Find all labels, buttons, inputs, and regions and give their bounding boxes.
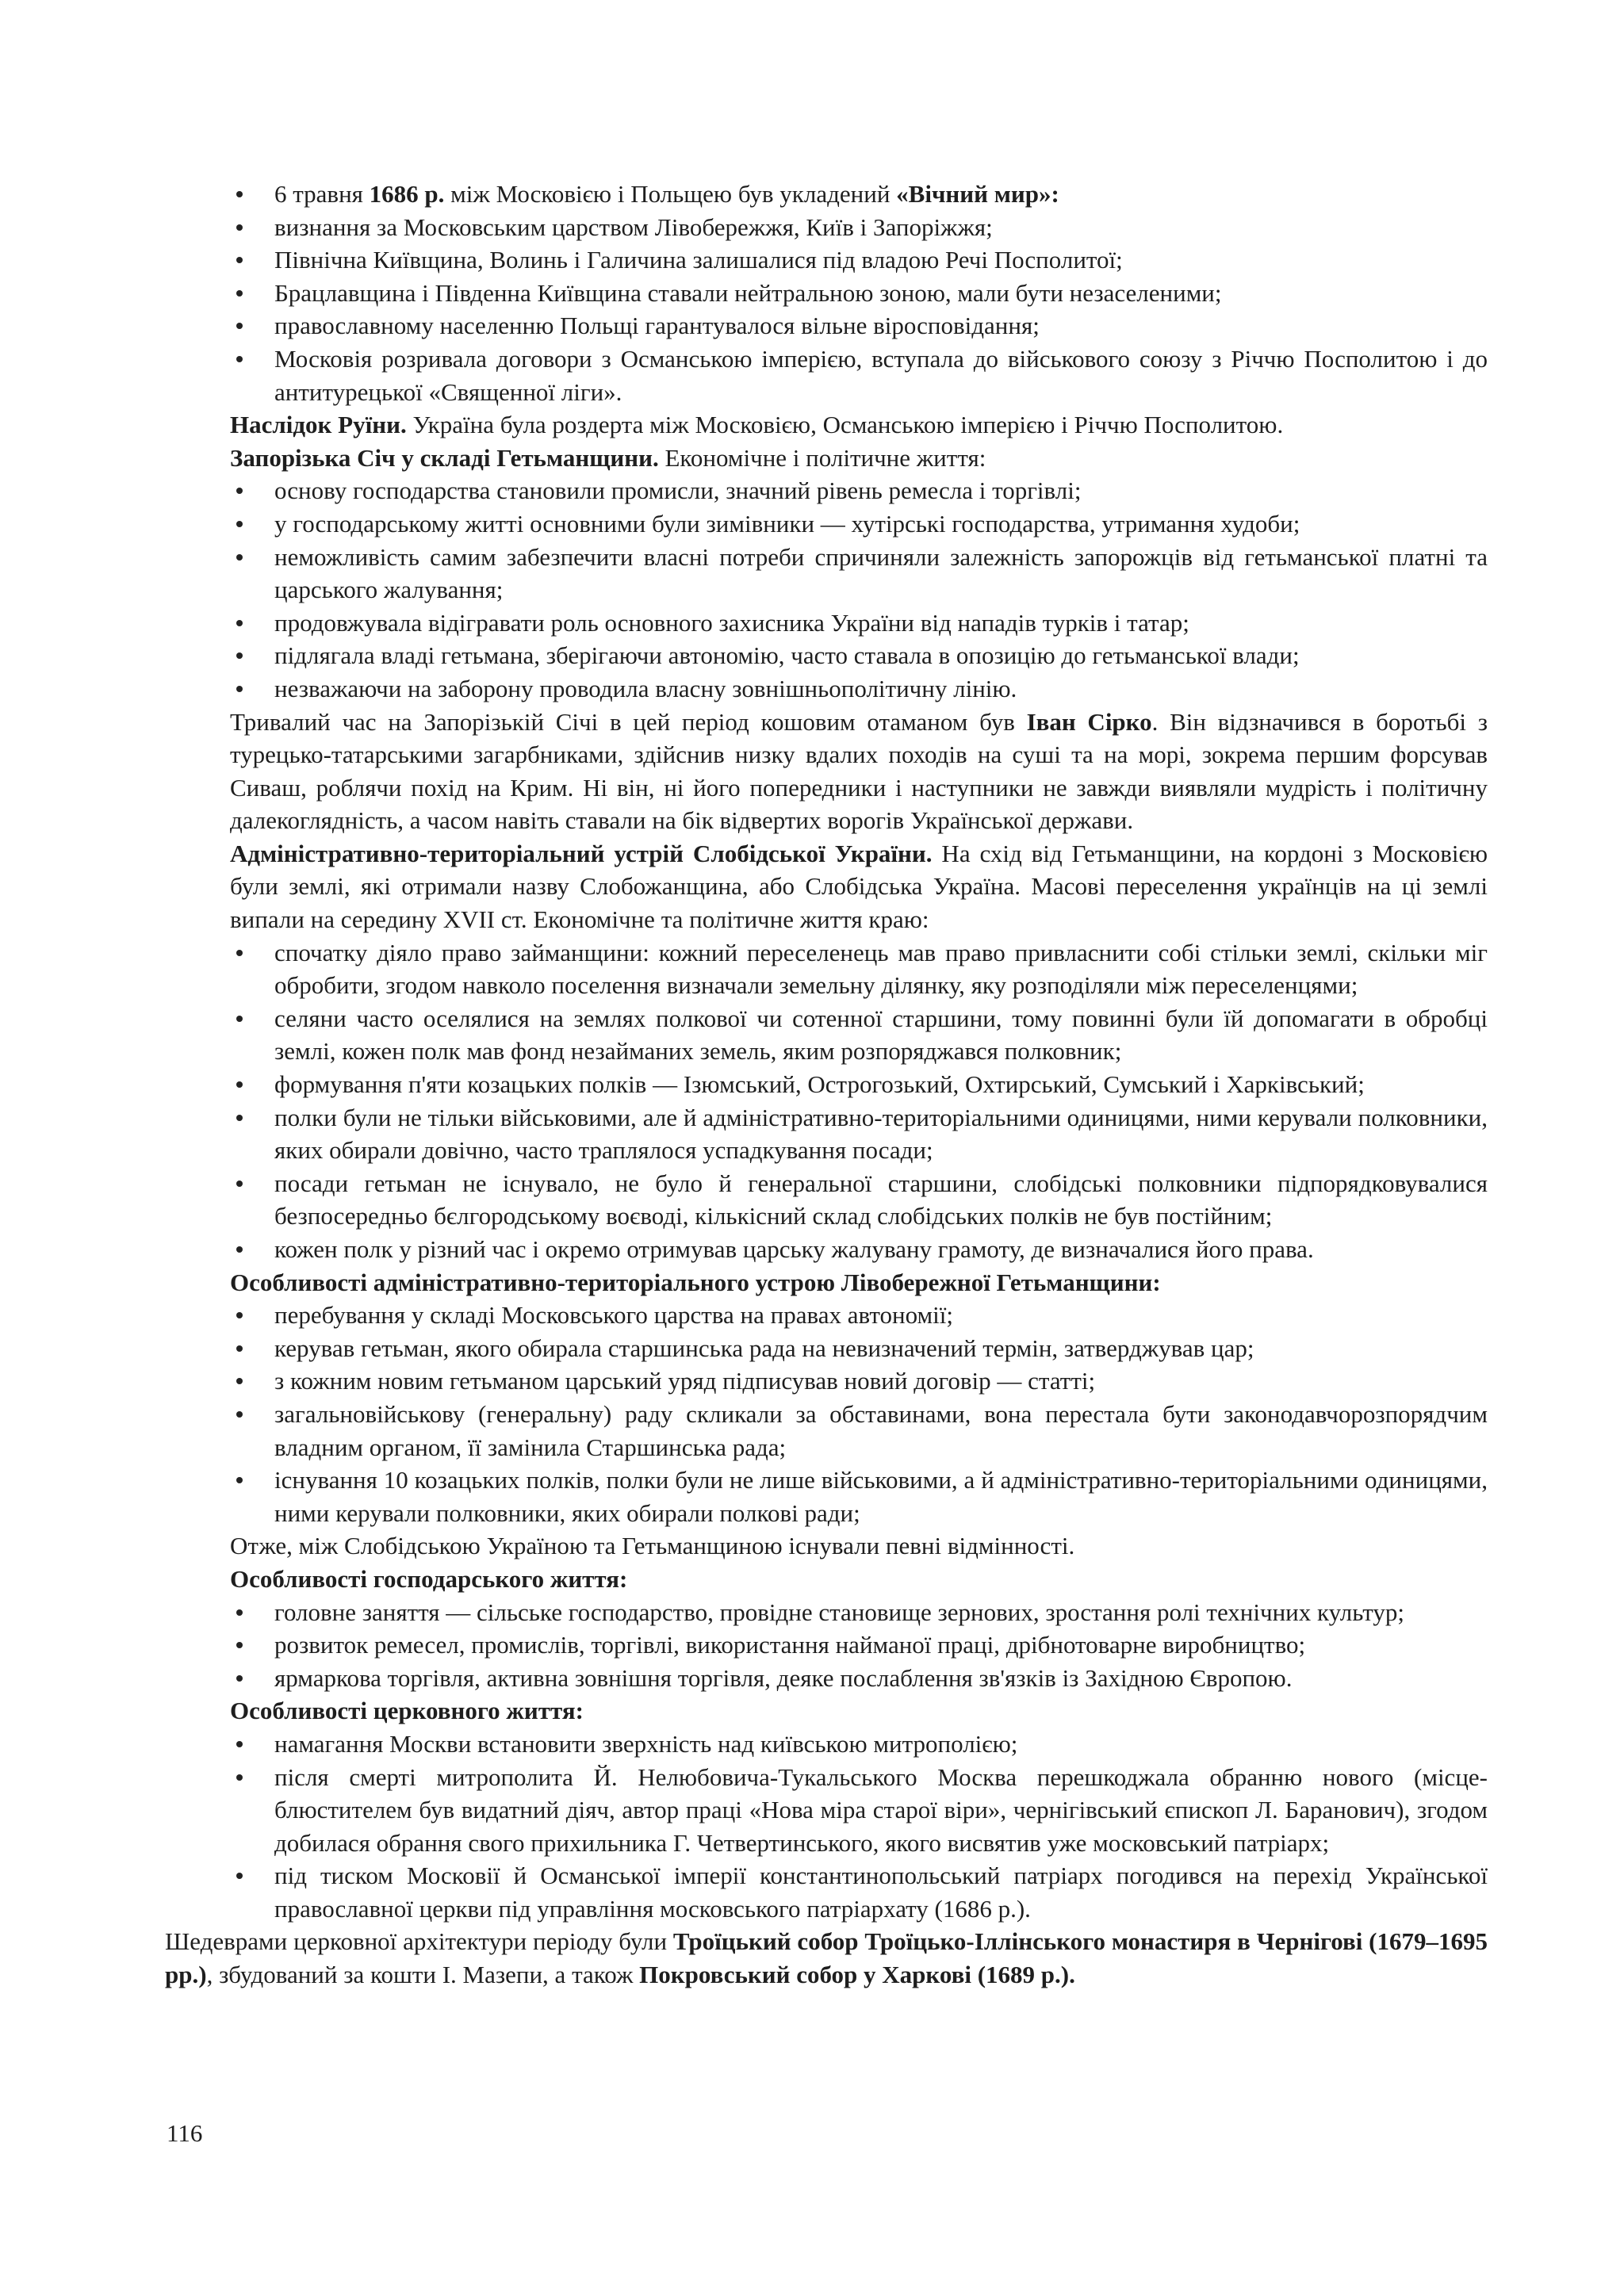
list-item: у господарському житті основними були зимівники — хутірські господарства, утримання худоби; — [230, 507, 1488, 541]
list-item: головне заняття — сільське господарство, провідне становище зернових, зростання ролі технічних культур; — [230, 1596, 1488, 1629]
list-item: підлягала владі гетьмана, зберігаючи автономію, часто ставала в опозицію до гетьманської влади; — [230, 639, 1488, 672]
list-item: керував гетьман, якого обирала старшинська рада на невизначений термін, затверджував цар; — [230, 1332, 1488, 1365]
list-item: існування 10 козацьких полків, полки були не лише військовими, а й адміністративно-територіальними одиницями, ними керували полковники, яких обирали полкові ради; — [230, 1464, 1488, 1529]
sloboda-paragraph: Адміністративно-територіальний устрій Слобідської України. На схід від Гетьманщини, на кордоні з Московією були землі, які отримали назву Слобожанщина, або Слобідська Україна. Масові переселення українців на ці землі випали на середину XVII ст. Економічне та політичне життя краю: — [230, 839, 1488, 934]
hetman-list — [230, 1299, 1488, 1529]
sloboda-list — [230, 936, 1488, 1266]
list-item: визнання за Московським царством Лівобережжя, Київ і Запоріжжя; — [230, 211, 1488, 244]
economy-list — [230, 1596, 1488, 1695]
list-item: неможливість самим забезпечити власні потреби спричиняли залежність запорожців від гетьманської платні та царського жалування; — [230, 541, 1488, 607]
list-item: формування п'яти козацьких полків — Ізюмський, Острогозький, Охтирський, Сумський і Харківський; — [230, 1068, 1488, 1101]
list-item: незважаючи на заборону проводила власну зовнішньополітичну лінію. — [230, 672, 1488, 706]
list-item: перебування у складі Московського царства на правах автономії; — [230, 1299, 1488, 1332]
list-item: Московія розривала договори з Османською імперією, вступала до військового союзу з Річчю Посполитою і до антитурецької «Священної ліги». — [230, 342, 1488, 408]
list-item: основу господарства становили промисли, значний рівень ремесла і торгівлі; — [230, 474, 1488, 507]
list-item: 6 травня 1686 р. між Московією і Польщею був укладений «Вічний мир»: — [230, 178, 1488, 211]
treaty-list — [230, 178, 1488, 408]
list-item: під тиском Московії й Османської імперії константинопольський патріарх погодився на перехід Української православної церкви під управління московського патріархату (1686 р.). — [230, 1859, 1488, 1925]
list-item: полки були не тільки військовими, але й адміністративно-територіальними одиницями, ними керували полковники, яких обирали довічно, часто траплялося успадкування посади; — [230, 1101, 1488, 1167]
ruin-paragraph: Наслідок Руїни. Україна була роздерта між Московією, Османською імперією і Річчю Посполитою. — [230, 411, 1284, 439]
church-list — [230, 1728, 1488, 1926]
page-number: 116 — [167, 2119, 203, 2147]
list-item: спочатку діяло право займанщини: кожний переселенець мав право привласнити собі стільки землі, скільки міг обробити, згодом навколо поселення визначали земельну ділянку, яку розподіляли між переселенцями; — [230, 936, 1488, 1002]
church-heading: Особливості церковного життя: — [230, 1697, 584, 1725]
list-item: після смерті митрополита Й. Нелюбовича-Тукальського Москва перешкоджала обранню нового (місце- блюстителем був видатний діяч, автор праці «Нова міра старої віри», чернігівський єпископ Л. Баранович), згодом добилася обрання свого прихильника Г. Четвертинського, якого висвятив уже московський патріарх; — [230, 1761, 1488, 1860]
sirko-paragraph: Тривалий час на Запорізькій Січі в цей період кошовим отаманом був Іван Сірко. Він відзначився в боротьбі з турецько-татарськими загарбниками, здійснив низку вдалих походів на суші та на морі, зокрема першим форсував Сиваш, роблячи похід на Крим. Ні він, ні його попередники і наступники не завжди виявляли мудрість і політичну далекоглядність, а часом навіть ставали на бік відвертих ворогів Української держави. — [230, 707, 1488, 835]
hetman-heading: Особливості адміністративно-територіального устрою Лівобережної Гетьманщини: — [230, 1268, 1161, 1296]
list-item: посади гетьман не існувало, не було й генеральної старшини, слобідські полковники підпорядковувалися безпосередньо бєлгородському воєводі, кількісний склад слобідських полків не був постійним; — [230, 1167, 1488, 1233]
sich-heading: Запорізька Січ у складі Гетьманщини. Економічне і політичне життя: — [230, 443, 986, 472]
list-item: продовжувала відігравати роль основного захисника України від нападів турків і татар; — [230, 607, 1488, 640]
architecture-paragraph: Шедеврами церковної архітектури періоду були Троїцький собор Троїцько-Іллінського монастиря в Чернігові (1679–1695 рр.), збудований за кошти І. Мазепи, а також Покровський собор у Харкові (1689 р.). — [165, 1927, 1488, 1989]
list-item: Брацлавщина і Південна Київщина ставали нейтральною зоною, мали бути незаселеними; — [230, 277, 1488, 310]
list-item: намагання Москви встановити зверхність над київською митрополією; — [230, 1728, 1488, 1761]
list-item: розвиток ремесел, промислів, торгівлі, використання найманої праці, дрібнотоварне виробництво; — [230, 1628, 1488, 1662]
list-item: православному населенню Польщі гарантувалося вільне віросповідання; — [230, 309, 1488, 342]
list-item: з кожним новим гетьманом царський уряд підписував новий договір — статті; — [230, 1364, 1488, 1398]
list-item: кожен полк у різний час і окремо отримував царську жалувану грамоту, де визначалися його права. — [230, 1233, 1488, 1266]
sich-list — [230, 474, 1488, 705]
list-item: селяни часто оселялися на землях полкової чи сотенної старшини, тому повинні були їй допомагати в обробці землі, кожен полк мав фонд незайманих земель, яким розпоряджався полковник; — [230, 1002, 1488, 1068]
economy-heading: Особливості господарського життя: — [230, 1564, 628, 1593]
conclusion-paragraph: Отже, між Слобідською Україною та Гетьманщиною існували певні відмінності. — [230, 1532, 1075, 1560]
list-item: загальновійськову (генеральну) раду скликали за обставинами, вона перестала бути законодавчорозпорядчим владним органом, її замінила Старшинська рада; — [230, 1398, 1488, 1464]
list-item: Північна Київщина, Волинь і Галичина залишалися під владою Речі Посполитої; — [230, 243, 1488, 277]
list-item: ярмаркова торгівля, активна зовнішня торгівля, деяке послаблення зв'язків із Західною Європою. — [230, 1662, 1488, 1695]
